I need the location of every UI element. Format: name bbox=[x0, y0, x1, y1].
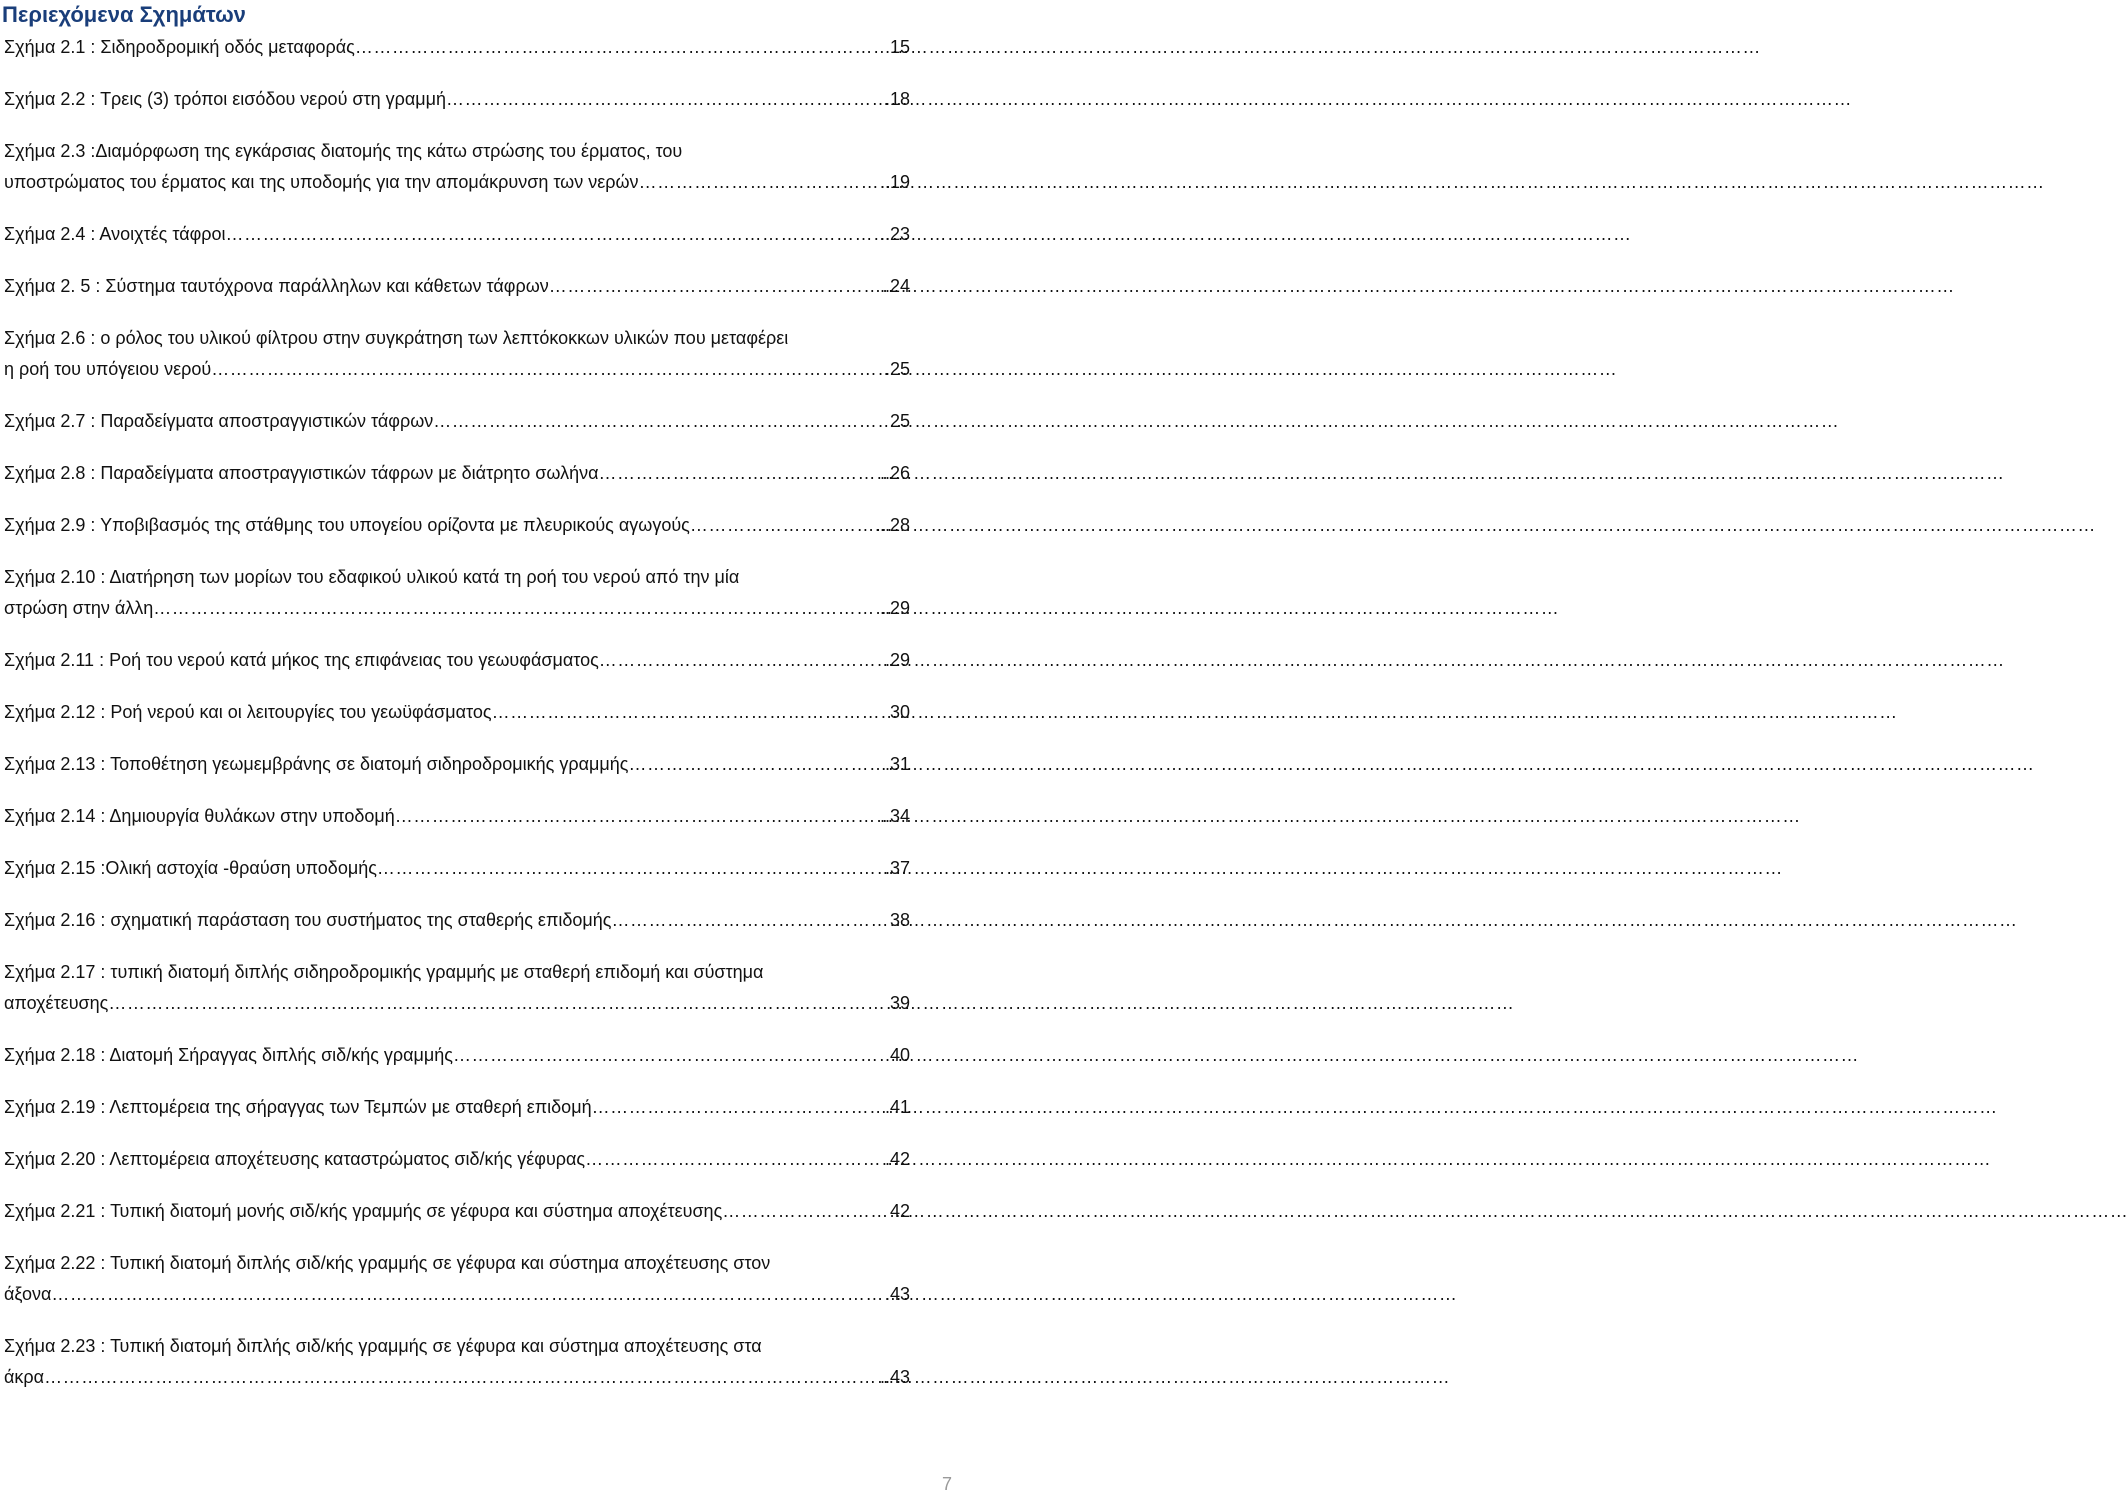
toc-entry[interactable] bbox=[4, 801, 910, 832]
toc-page-number: 15 bbox=[889, 37, 910, 57]
toc-entry-line bbox=[4, 406, 910, 437]
toc-entry-line bbox=[4, 749, 910, 780]
toc-entry-line bbox=[4, 167, 910, 198]
toc-entry-title: Σχήμα 2.8 : Παραδείγματα αποστραγγιστικών τάφρων με διάτρητο σωλήνα bbox=[4, 463, 599, 483]
toc-entry-title: Σχήμα 2.18 : Διατομή Σήραγγας διπλής σιδ/κής γραμμής bbox=[4, 1045, 453, 1065]
toc-leader-dots bbox=[611, 905, 890, 936]
toc-page-number: .37 bbox=[884, 858, 910, 878]
toc-entry[interactable] bbox=[4, 1092, 910, 1123]
toc-entry[interactable] bbox=[4, 219, 910, 250]
toc-leader-dots bbox=[549, 271, 880, 302]
toc-entry-title: Σχήμα 2.9 : Υποβιβασμός της στάθμης του υπογείου ορίζοντα με πλευρικούς αγωγούς bbox=[4, 515, 690, 535]
toc-leader-dots bbox=[108, 988, 890, 1019]
toc-entry[interactable] bbox=[4, 84, 910, 115]
toc-entry-title: Σχήμα 2.12 : Ροή νερού και οι λειτουργίες του γεωϋφάσματος bbox=[4, 702, 492, 722]
toc-leader-dots bbox=[639, 167, 880, 198]
toc-entry[interactable] bbox=[4, 323, 910, 385]
toc-leader-dots bbox=[355, 32, 890, 63]
toc-entry-line bbox=[4, 1279, 910, 1310]
toc-entry-title-line: Σχήμα 2.6 : ο ρόλος του υλικού φίλτρου στην συγκράτηση των λεπτόκοκκων υλικών που μεταφέρει bbox=[4, 328, 789, 348]
toc-leader-dots bbox=[492, 697, 890, 728]
toc-page-number: .42 bbox=[884, 1149, 910, 1169]
toc-entry-title: Σχήμα 2.7 : Παραδείγματα αποστραγγιστικών τάφρων bbox=[4, 411, 434, 431]
toc-entry-title: Σχήμα 2.1 : Σιδηροδρομική οδός μεταφοράς bbox=[4, 37, 355, 57]
toc-page-number: ..43 bbox=[879, 1367, 910, 1387]
toc-entry-line bbox=[4, 853, 910, 884]
toc-entry-line bbox=[4, 1092, 910, 1123]
toc-leader-dots bbox=[599, 645, 885, 676]
toc-page-number: .41 bbox=[884, 1097, 910, 1117]
toc-entry-title-line: Σχήμα 2.23 : Τυπική διατομή διπλής σιδ/κής γραμμής σε γέφυρα και σύστημα αποχέτευσης στα bbox=[4, 1336, 762, 1356]
toc-entry-title: Σχήμα 2.20 : Λεπτομέρεια αποχέτευσης καταστρώματος σιδ/κής γέφυρας bbox=[4, 1149, 586, 1169]
toc-entry[interactable] bbox=[4, 136, 910, 198]
toc-entry[interactable] bbox=[4, 749, 910, 780]
toc-entry[interactable] bbox=[4, 697, 910, 728]
toc-entry-line bbox=[4, 458, 910, 489]
toc-entry-line bbox=[4, 905, 910, 936]
toc-leader-dots bbox=[211, 354, 885, 385]
toc-entry-title: αποχέτευσης bbox=[4, 993, 109, 1013]
toc-entry-title-line: Σχήμα 2.10 : Διατήρηση των μορίων του εδαφικού υλικού κατά τη ροή του νερού από την μία bbox=[4, 567, 740, 587]
toc-entry-title: Σχήμα 2.15 :Ολική αστοχία -θραύση υποδομής bbox=[4, 858, 377, 878]
toc-entry-line bbox=[4, 271, 910, 302]
toc-leader-dots bbox=[226, 219, 880, 250]
toc-entry[interactable] bbox=[4, 271, 910, 302]
toc-page-number: 42 bbox=[889, 1201, 910, 1221]
toc-leader-dots bbox=[690, 510, 875, 541]
toc-entry-title-line: Σχήμα 2.22 : Τυπική διατομή διπλής σιδ/κής γραμμής σε γέφυρα και σύστημα αποχέτευσης στον bbox=[4, 1253, 771, 1273]
toc-entry-line bbox=[4, 354, 910, 385]
toc-entry[interactable] bbox=[4, 406, 910, 437]
toc-page-number: 25 bbox=[889, 411, 910, 431]
toc-entry[interactable] bbox=[4, 1196, 910, 1227]
toc-entry-line bbox=[4, 645, 910, 676]
toc-leader-dots bbox=[585, 1144, 885, 1175]
toc-entry-title: Σχήμα 2.19 : Λεπτομέρεια της σήραγγας των Τεμπών με σταθερή επιδομή bbox=[4, 1097, 592, 1117]
toc-entry[interactable] bbox=[4, 1331, 910, 1393]
toc-page-number: 38 bbox=[889, 910, 910, 930]
toc-page-number: 30 bbox=[889, 702, 910, 722]
toc-entry-line bbox=[4, 593, 910, 624]
toc-entry-line bbox=[4, 510, 910, 541]
toc-entry-title: υποστρώματος του έρματος και της υποδομής για την απομάκρυνση των νερών bbox=[4, 172, 639, 192]
toc-leader-dots bbox=[377, 853, 885, 884]
toc-leader-dots bbox=[628, 749, 885, 780]
toc-page-number: .31 bbox=[884, 754, 910, 774]
toc-page-number: .18 bbox=[884, 89, 910, 109]
toc-leader-dots bbox=[592, 1092, 885, 1123]
toc-entry-line bbox=[4, 801, 910, 832]
toc-entry-title: η ροή του υπόγειου νερού bbox=[4, 359, 212, 379]
toc-leader-dots bbox=[433, 406, 890, 437]
toc-entry-title-line: Σχήμα 2.17 : τυπική διατομή διπλής σιδηροδρομικής γραμμής με σταθερή επιδομή και σύστημα bbox=[4, 962, 764, 982]
toc-entry-line bbox=[4, 1196, 910, 1227]
toc-leader-dots bbox=[153, 593, 880, 624]
toc-leader-dots bbox=[722, 1196, 890, 1227]
toc-entry[interactable] bbox=[4, 510, 910, 541]
toc-entry-line bbox=[4, 697, 910, 728]
toc-entry-title: άξονα bbox=[4, 1284, 52, 1304]
toc-entry-title: Σχήμα 2.2 : Τρεις (3) τρόποι εισόδου νερού στη γραμμή bbox=[4, 89, 447, 109]
toc-page-number: .25 bbox=[884, 359, 910, 379]
toc-leader-dots bbox=[51, 1279, 885, 1310]
toc-entry-title: Σχήμα 2.16 : σχηματική παράσταση του συστήματος της σταθερής επιδομής bbox=[4, 910, 612, 930]
toc-entry-line bbox=[4, 1040, 910, 1071]
toc-entry-title-line: Σχήμα 2.3 :Διαμόρφωση της εγκάρσιας διατομής της κάτω στρώσης του έρματος, του bbox=[4, 141, 683, 161]
toc-entry-line bbox=[4, 219, 910, 250]
page-number: 7 bbox=[941, 1474, 952, 1494]
toc-page-number: ..29 bbox=[879, 598, 910, 618]
toc-leader-dots bbox=[453, 1040, 890, 1071]
toc-page-number: ..19 bbox=[879, 172, 910, 192]
toc-entry-title: Σχήμα 2.4 : Ανοιχτές τάφροι bbox=[4, 224, 226, 244]
toc-entry[interactable] bbox=[4, 645, 910, 676]
toc-entry-title: άκρα bbox=[4, 1367, 45, 1387]
toc-entry-line bbox=[4, 84, 910, 115]
toc-entry-title: Σχήμα 2.21 : Τυπική διατομή μονής σιδ/κής γραμμής σε γέφυρα και σύστημα αποχέτευσης bbox=[4, 1201, 723, 1221]
toc-page-number: ..24 bbox=[879, 276, 910, 296]
toc-entry-title: Σχήμα 2. 5 : Σύστημα ταυτόχρονα παράλληλων και κάθετων τάφρων bbox=[4, 276, 549, 296]
toc-entry[interactable] bbox=[4, 957, 910, 1019]
toc-page-number: ..23 bbox=[879, 224, 910, 244]
toc-leader-dots bbox=[599, 458, 880, 489]
toc-entry-title: στρώση στην άλλη bbox=[4, 598, 154, 618]
toc-page-number: .29 bbox=[884, 650, 910, 670]
toc-entry[interactable] bbox=[4, 562, 910, 624]
toc-page-number: ...28 bbox=[874, 515, 910, 535]
table-of-figures bbox=[4, 32, 910, 1414]
toc-page-number: ..34 bbox=[879, 806, 910, 826]
toc-leader-dots bbox=[395, 801, 880, 832]
toc-entry[interactable] bbox=[4, 458, 910, 489]
page-title: Περιεχόμενα Σχημάτων bbox=[2, 2, 246, 27]
document-page bbox=[0, 0, 960, 1502]
toc-leader-dots bbox=[446, 84, 885, 115]
toc-page-number: ..26 bbox=[879, 463, 910, 483]
toc-entry[interactable] bbox=[4, 853, 910, 884]
toc-entry[interactable] bbox=[4, 1144, 910, 1175]
toc-entry[interactable] bbox=[4, 905, 910, 936]
toc-entry-title: Σχήμα 2.11 : Ροή του νερού κατά μήκος της επιφάνειας του γεωυφάσματος bbox=[4, 650, 599, 670]
toc-entry-line bbox=[4, 1362, 910, 1393]
toc-entry[interactable] bbox=[4, 32, 910, 63]
toc-leader-dots bbox=[44, 1362, 880, 1393]
toc-entry-line bbox=[4, 988, 910, 1019]
toc-entry[interactable] bbox=[4, 1040, 910, 1071]
toc-entry-title: Σχήμα 2.14 : Δημιουργία θυλάκων στην υποδομή bbox=[4, 806, 395, 826]
toc-entry-title: Σχήμα 2.13 : Τοποθέτηση γεωμεμβράνης σε διατομή σιδηροδρομικής γραμμής bbox=[4, 754, 629, 774]
toc-entry-line bbox=[4, 1144, 910, 1175]
toc-page-number: 40 bbox=[889, 1045, 910, 1065]
toc-page-number: .43 bbox=[884, 1284, 910, 1304]
toc-page-number: 39 bbox=[889, 993, 910, 1013]
toc-entry[interactable] bbox=[4, 1248, 910, 1310]
toc-entry-line bbox=[4, 32, 910, 63]
